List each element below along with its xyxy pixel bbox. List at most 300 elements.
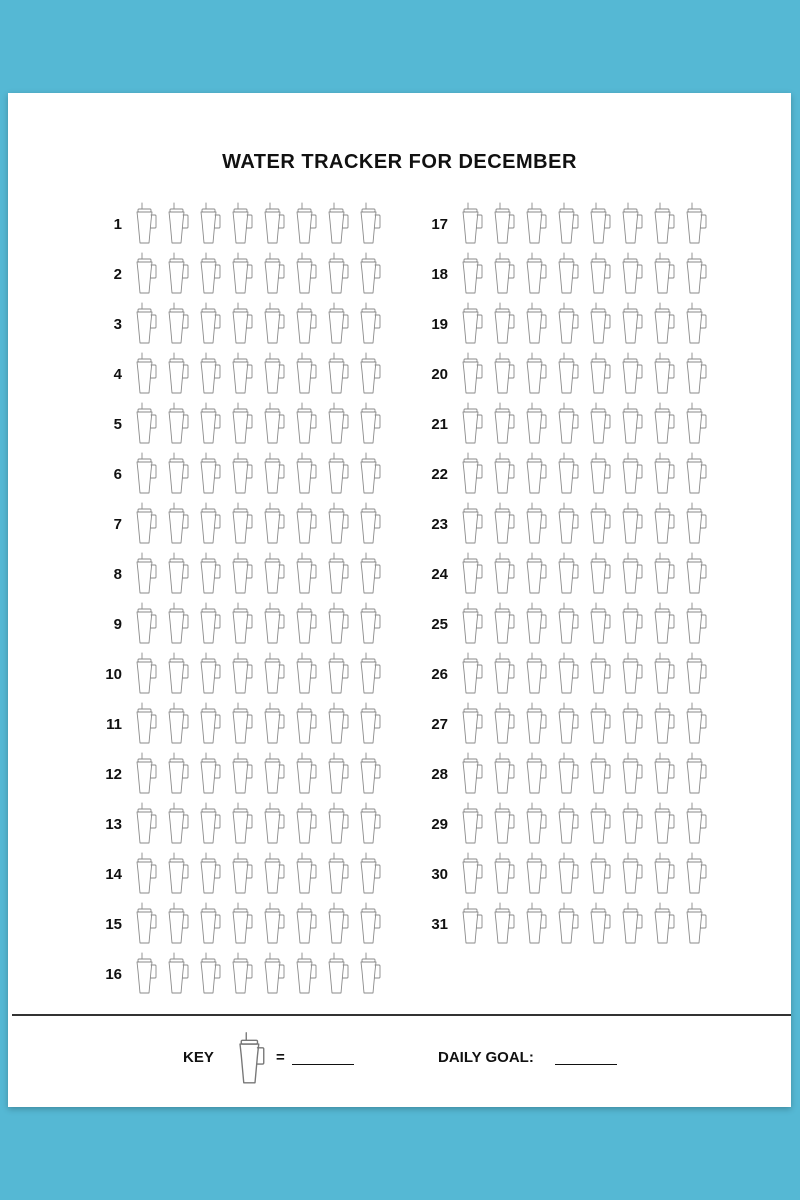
tumbler-cup-icon[interactable] [289,352,321,396]
cup-row [129,352,385,396]
tumbler-cup-icon[interactable] [193,802,225,846]
tumbler-cup-icon[interactable] [679,352,711,396]
tumbler-cup-icon[interactable] [289,802,321,846]
tumbler-cup-icon[interactable] [583,352,615,396]
tumbler-cup-icon[interactable] [161,302,193,346]
tumbler-cup-icon[interactable] [519,602,551,646]
tumbler-cup-icon[interactable] [615,452,647,496]
tumbler-cup-icon[interactable] [551,402,583,446]
tumbler-cup-icon[interactable] [129,702,161,746]
tumbler-cup-icon[interactable] [289,302,321,346]
tumbler-cup-icon[interactable] [551,702,583,746]
day-row [86,349,385,399]
tumbler-cup-icon[interactable] [615,352,647,396]
tumbler-cup-icon[interactable] [679,502,711,546]
tumbler-cup-icon[interactable] [679,202,711,246]
cup-row [129,952,385,996]
tumbler-cup-icon[interactable] [551,452,583,496]
tumbler-cup-icon[interactable] [257,652,289,696]
tumbler-cup-icon[interactable] [225,552,257,596]
key-blank-line[interactable] [292,1064,354,1065]
tumbler-cup-icon[interactable] [647,302,679,346]
tumbler-cup-icon[interactable] [583,302,615,346]
tumbler-cup-icon[interactable] [455,302,487,346]
tumbler-cup-icon[interactable] [225,502,257,546]
tumbler-cup-icon[interactable] [161,752,193,796]
tumbler-cup-icon[interactable] [257,252,289,296]
tumbler-cup-icon[interactable] [519,852,551,896]
tumbler-cup-icon[interactable] [161,952,193,996]
day-row [86,299,385,349]
tumbler-cup-icon[interactable] [647,502,679,546]
tumbler-cup-icon[interactable] [289,402,321,446]
day-row [412,899,711,949]
tumbler-cup-icon[interactable] [193,352,225,396]
tumbler-cup-icon[interactable] [289,552,321,596]
tumbler-cup-icon[interactable] [129,852,161,896]
tumbler-cup-icon[interactable] [225,702,257,746]
day-number: 30 [431,865,448,883]
tumbler-cup-icon[interactable] [257,802,289,846]
tumbler-cup-icon[interactable] [225,452,257,496]
tumbler-cup-icon[interactable] [225,952,257,996]
tumbler-cup-icon[interactable] [289,902,321,946]
tumbler-cup-icon[interactable] [455,502,487,546]
tumbler-cup-icon[interactable] [225,902,257,946]
tumbler-cup-icon[interactable] [487,752,519,796]
tumbler-cup-icon[interactable] [225,802,257,846]
tumbler-cup-icon[interactable] [647,252,679,296]
tumbler-cup-icon[interactable] [257,702,289,746]
tumbler-cup-icon[interactable] [193,202,225,246]
tumbler-cup-icon[interactable] [519,252,551,296]
tumbler-cup-icon[interactable] [615,752,647,796]
tumbler-cup-icon[interactable] [679,802,711,846]
tumbler-cup-icon[interactable] [257,852,289,896]
tumbler-cup-icon[interactable] [487,702,519,746]
tumbler-cup-icon[interactable] [583,252,615,296]
tumbler-cup-icon[interactable] [519,502,551,546]
tumbler-cup-icon[interactable] [551,352,583,396]
day-row [86,599,385,649]
day-number: 16 [105,965,122,983]
day-row [86,699,385,749]
tumbler-cup-icon[interactable] [289,452,321,496]
tumbler-cup-icon[interactable] [321,752,353,796]
tumbler-cup-icon[interactable] [353,652,385,696]
day-row [412,349,711,399]
tumbler-cup-icon[interactable] [647,402,679,446]
cup-row [129,802,385,846]
tumbler-cup-icon[interactable] [487,302,519,346]
tumbler-cup-icon[interactable] [353,252,385,296]
tumbler-cup-icon[interactable] [455,852,487,896]
tumbler-cup-icon[interactable] [455,202,487,246]
tumbler-cup-icon[interactable] [647,702,679,746]
key-equals: = [276,1049,285,1066]
tumbler-cup-icon[interactable] [161,602,193,646]
tumbler-cup-icon[interactable] [455,352,487,396]
tumbler-cup-icon[interactable] [519,202,551,246]
tumbler-cup-icon[interactable] [615,652,647,696]
day-number: 18 [431,265,448,283]
tumbler-cup-icon[interactable] [455,752,487,796]
day-number: 31 [431,915,448,933]
tumbler-cup-icon[interactable] [679,702,711,746]
tumbler-cup-icon[interactable] [321,452,353,496]
tumbler-cup-icon[interactable] [129,402,161,446]
day-number: 7 [113,515,122,533]
tumbler-cup-icon[interactable] [321,302,353,346]
tumbler-cup-icon[interactable] [289,252,321,296]
tumbler-cup-icon[interactable] [487,902,519,946]
tumbler-cup-icon[interactable] [257,952,289,996]
day-row [86,399,385,449]
tumbler-cup-icon[interactable] [487,652,519,696]
day-number: 19 [431,315,448,333]
tumbler-cup-icon[interactable] [321,802,353,846]
tumbler-cup-icon[interactable] [321,602,353,646]
tumbler-cup-icon[interactable] [615,502,647,546]
tumbler-cup-icon[interactable] [161,352,193,396]
tumbler-cup-icon[interactable] [193,552,225,596]
tumbler-cup-icon[interactable] [519,802,551,846]
tumbler-cup-icon[interactable] [225,302,257,346]
tumbler-cup-icon[interactable] [583,752,615,796]
tumbler-cup-icon[interactable] [321,402,353,446]
tumbler-cup-icon[interactable] [551,502,583,546]
tumbler-cup-icon[interactable] [455,902,487,946]
cup-row [455,452,711,496]
tumbler-cup-icon[interactable] [647,752,679,796]
tumbler-cup-icon[interactable] [321,552,353,596]
tumbler-cup-icon[interactable] [257,602,289,646]
tumbler-cup-icon[interactable] [129,752,161,796]
tumbler-cup-icon[interactable] [225,602,257,646]
tumbler-cup-icon[interactable] [647,802,679,846]
tumbler-cup-icon[interactable] [353,902,385,946]
tumbler-cup-icon[interactable] [583,452,615,496]
tumbler-cup-icon[interactable] [193,752,225,796]
day-number: 29 [431,815,448,833]
tumbler-cup-icon[interactable] [615,702,647,746]
tracker-sheet [8,93,791,1107]
day-number: 21 [431,415,448,433]
tumbler-cup-icon[interactable] [129,352,161,396]
tumbler-cup-icon[interactable] [487,252,519,296]
day-row [86,949,385,999]
tumbler-cup-icon[interactable] [257,502,289,546]
footer-divider [12,1014,791,1016]
tumbler-cup-icon[interactable] [289,852,321,896]
tumbler-cup-icon[interactable] [353,852,385,896]
tumbler-cup-icon[interactable] [225,202,257,246]
cup-row [455,302,711,346]
tumbler-cup-icon[interactable] [519,302,551,346]
tumbler-cup-icon[interactable] [289,502,321,546]
tumbler-cup-icon[interactable] [321,252,353,296]
tumbler-cup-icon[interactable] [487,802,519,846]
day-number: 8 [113,565,122,583]
tumbler-cup-icon[interactable] [161,402,193,446]
tumbler-cup-icon[interactable] [225,652,257,696]
day-number: 22 [431,465,448,483]
day-row [412,599,711,649]
tumbler-cup-icon[interactable] [193,502,225,546]
tumbler-cup-icon[interactable] [551,302,583,346]
tumbler-cup-icon[interactable] [193,902,225,946]
tumbler-cup-icon[interactable] [129,652,161,696]
tumbler-cup-icon[interactable] [353,202,385,246]
tumbler-cup-icon[interactable] [289,202,321,246]
tumbler-cup-icon[interactable] [321,652,353,696]
tumbler-cup-icon[interactable] [257,202,289,246]
tumbler-cup-icon[interactable] [353,302,385,346]
tumbler-cup-icon[interactable] [353,602,385,646]
tumbler-cup-icon[interactable] [455,552,487,596]
tumbler-cup-icon[interactable] [583,202,615,246]
tumbler-cup-icon[interactable] [519,902,551,946]
tumbler-cup-icon[interactable] [257,452,289,496]
tumbler-cup-icon[interactable] [161,902,193,946]
tumbler-cup-icon[interactable] [615,852,647,896]
tumbler-cup-icon[interactable] [647,602,679,646]
tumbler-cup-icon[interactable] [129,602,161,646]
tumbler-cup-icon[interactable] [193,452,225,496]
tumbler-cup-icon[interactable] [679,902,711,946]
tumbler-cup-icon[interactable] [321,852,353,896]
tumbler-cup-icon[interactable] [193,702,225,746]
tumbler-cup-icon[interactable] [647,902,679,946]
tumbler-cup-icon[interactable] [129,902,161,946]
tumbler-cup-icon[interactable] [353,502,385,546]
tumbler-cup-icon[interactable] [353,552,385,596]
tumbler-cup-icon[interactable] [487,852,519,896]
tumbler-cup-icon[interactable] [455,802,487,846]
cup-row [455,202,711,246]
tumbler-cup-icon[interactable] [679,302,711,346]
tumbler-cup-icon[interactable] [519,552,551,596]
tumbler-cup-icon[interactable] [353,452,385,496]
daily-goal-blank-line[interactable] [555,1064,617,1065]
tumbler-cup-icon[interactable] [519,702,551,746]
tumbler-cup-icon[interactable] [551,802,583,846]
cup-row [129,902,385,946]
tumbler-cup-icon[interactable] [519,402,551,446]
tumbler-cup-icon[interactable] [679,552,711,596]
tumbler-cup-icon[interactable] [679,452,711,496]
tumbler-cup-icon[interactable] [257,302,289,346]
tumbler-cup-icon[interactable] [161,552,193,596]
day-number: 10 [105,665,122,683]
tumbler-cup-icon[interactable] [487,352,519,396]
tumbler-cup-icon[interactable] [353,802,385,846]
tumbler-cup-icon[interactable] [679,602,711,646]
tumbler-cup-icon[interactable] [257,552,289,596]
tumbler-cup-icon[interactable] [519,452,551,496]
daily-goal-label: DAILY GOAL: [438,1049,534,1066]
tumbler-cup-icon[interactable] [455,602,487,646]
days-column-right [412,199,711,949]
tumbler-cup-icon[interactable] [257,402,289,446]
tumbler-cup-icon[interactable] [289,602,321,646]
tumbler-cup-icon[interactable] [321,702,353,746]
tumbler-cup-icon[interactable] [647,352,679,396]
tumbler-cup-icon[interactable] [225,352,257,396]
footer-key [8,1031,791,1091]
tumbler-cup-icon[interactable] [161,202,193,246]
tumbler-cup-icon[interactable] [583,502,615,546]
tumbler-cup-icon[interactable] [353,752,385,796]
tumbler-cup-icon[interactable] [321,902,353,946]
tumbler-cup-icon[interactable] [321,202,353,246]
tumbler-cup-icon[interactable] [647,852,679,896]
tumbler-cup-icon[interactable] [161,452,193,496]
day-number: 17 [431,215,448,233]
day-number: 2 [113,265,122,283]
tumbler-cup-icon[interactable] [647,452,679,496]
tumbler-cup-icon[interactable] [487,452,519,496]
tumbler-cup-icon[interactable] [455,702,487,746]
tumbler-cup-icon[interactable] [551,202,583,246]
tumbler-cup-icon[interactable] [679,852,711,896]
tumbler-cup-icon[interactable] [615,402,647,446]
tumbler-cup-icon[interactable] [679,402,711,446]
tumbler-cup-icon[interactable] [551,552,583,596]
day-row [412,449,711,499]
tumbler-cup-icon[interactable] [551,852,583,896]
tumbler-cup-icon[interactable] [129,202,161,246]
tumbler-cup-icon[interactable] [193,652,225,696]
tumbler-cup-icon[interactable] [257,352,289,396]
tumbler-cup-icon[interactable] [161,852,193,896]
cup-row [455,502,711,546]
tumbler-cup-icon[interactable] [615,252,647,296]
day-number: 26 [431,665,448,683]
tumbler-cup-icon[interactable] [551,902,583,946]
tumbler-cup-icon[interactable] [353,952,385,996]
tumbler-cup-icon[interactable] [551,752,583,796]
tumbler-cup-icon[interactable] [161,802,193,846]
tumbler-cup-icon[interactable] [615,202,647,246]
cup-row [455,602,711,646]
tumbler-cup-icon[interactable] [583,552,615,596]
tumbler-cup-icon[interactable] [583,852,615,896]
tumbler-cup-icon[interactable] [679,252,711,296]
tumbler-cup-icon[interactable] [615,602,647,646]
tumbler-cup-icon[interactable] [353,702,385,746]
tumbler-cup-icon[interactable] [583,802,615,846]
tumbler-cup-icon[interactable] [455,452,487,496]
tumbler-cup-icon[interactable] [519,652,551,696]
tumbler-cup-icon[interactable] [129,952,161,996]
tumbler-cup-icon[interactable] [615,802,647,846]
tumbler-cup-icon[interactable] [161,502,193,546]
tumbler-cup-icon[interactable] [615,302,647,346]
tumbler-cup-icon[interactable] [615,552,647,596]
tumbler-cup-icon[interactable] [161,702,193,746]
tumbler-cup-icon[interactable] [647,552,679,596]
tumbler-cup-icon[interactable] [487,202,519,246]
tumbler-cup-icon[interactable] [129,452,161,496]
cup-row [129,552,385,596]
tumbler-cup-icon[interactable] [583,702,615,746]
tumbler-cup-icon[interactable] [615,902,647,946]
tumbler-cup-icon[interactable] [193,252,225,296]
tumbler-cup-icon[interactable] [225,252,257,296]
tumbler-cup-icon[interactable] [679,652,711,696]
tumbler-cup-icon[interactable] [225,402,257,446]
tumbler-cup-icon[interactable] [487,402,519,446]
tumbler-cup-icon[interactable] [193,602,225,646]
tumbler-cup-icon[interactable] [129,252,161,296]
tumbler-cup-icon[interactable] [321,952,353,996]
tumbler-cup-icon[interactable] [193,852,225,896]
tumbler-cup-icon[interactable] [551,602,583,646]
day-number: 3 [113,315,122,333]
tumbler-cup-icon[interactable] [225,852,257,896]
tumbler-cup-icon[interactable] [289,752,321,796]
tumbler-cup-icon[interactable] [289,652,321,696]
tumbler-cup-icon[interactable] [455,402,487,446]
tumbler-cup-icon[interactable] [129,502,161,546]
tumbler-cup-icon[interactable] [487,502,519,546]
tumbler-cup-icon[interactable] [487,552,519,596]
tumbler-cup-icon[interactable] [321,502,353,546]
tumbler-cup-icon[interactable] [353,352,385,396]
day-number: 28 [431,765,448,783]
tumbler-cup-icon[interactable] [679,752,711,796]
key-label: KEY [183,1049,214,1066]
tumbler-cup-icon[interactable] [455,252,487,296]
day-row [86,449,385,499]
tumbler-cup-icon[interactable] [257,902,289,946]
tumbler-cup-icon[interactable] [583,602,615,646]
day-number: 25 [431,615,448,633]
tumbler-cup-icon[interactable] [289,702,321,746]
tumbler-cup-icon[interactable] [129,302,161,346]
tumbler-cup-icon[interactable] [257,752,289,796]
tumbler-cup-icon[interactable] [193,402,225,446]
tumbler-cup-icon[interactable] [161,252,193,296]
tumbler-cup-icon[interactable] [129,802,161,846]
tumbler-cup-icon[interactable] [321,352,353,396]
tumbler-cup-icon[interactable] [583,652,615,696]
day-number: 13 [105,815,122,833]
tumbler-cup-icon[interactable] [161,652,193,696]
tumbler-cup-icon[interactable] [551,252,583,296]
tumbler-cup-icon[interactable] [487,602,519,646]
tumbler-cup-icon[interactable] [583,402,615,446]
tumbler-cup-icon[interactable] [551,652,583,696]
tumbler-cup-icon[interactable] [129,552,161,596]
tumbler-cup-icon[interactable] [647,652,679,696]
tumbler-cup-icon[interactable] [193,302,225,346]
cup-row [129,702,385,746]
tumbler-cup-icon[interactable] [193,952,225,996]
day-number: 14 [105,865,122,883]
tumbler-cup-icon[interactable] [225,752,257,796]
tumbler-cup-icon[interactable] [289,952,321,996]
tumbler-cup-icon[interactable] [353,402,385,446]
tumbler-cup-icon[interactable] [455,652,487,696]
tumbler-cup-icon[interactable] [647,202,679,246]
day-number: 27 [431,715,448,733]
tumbler-cup-icon[interactable] [519,352,551,396]
day-row [412,299,711,349]
tumbler-cup-icon[interactable] [519,752,551,796]
tumbler-cup-icon[interactable] [583,902,615,946]
